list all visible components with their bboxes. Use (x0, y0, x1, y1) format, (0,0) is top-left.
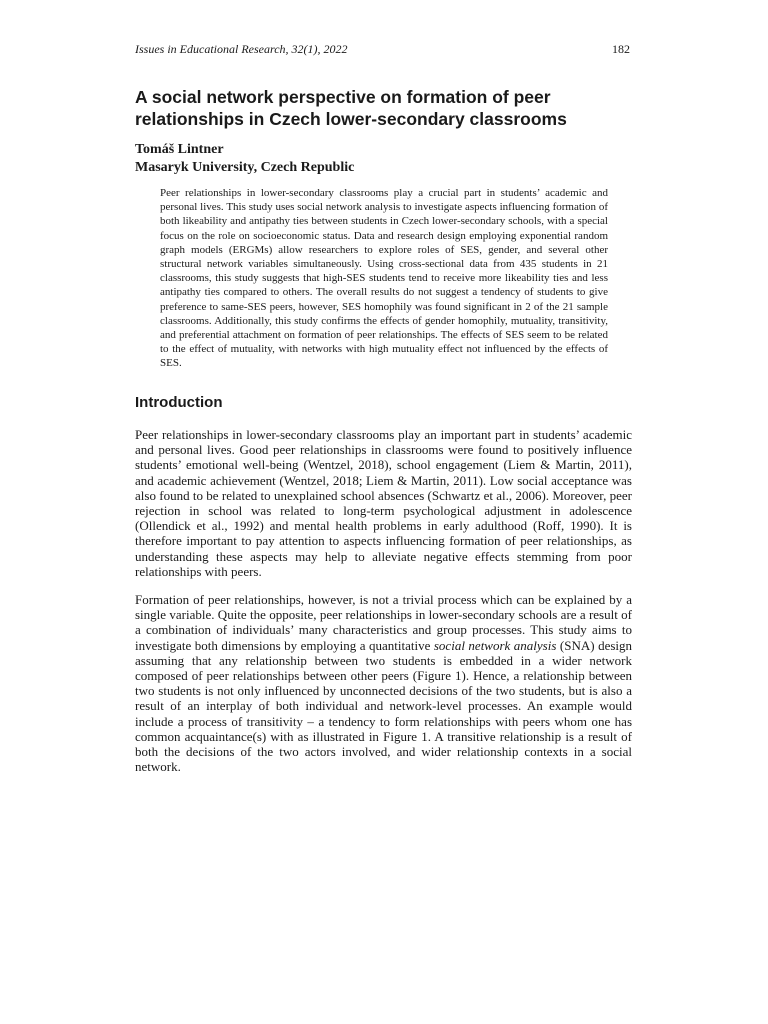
article-title: A social network perspective on formation of peer relationships in Czech lower-secondary classrooms (135, 87, 567, 129)
author-name: Tomáš Lintner (135, 142, 224, 157)
emphasized-term: social network analysis (433, 637, 557, 653)
abstract: Peer relationships in lower-secondary classrooms play a crucial part in students’ academic and personal lives. This study uses social network analysis to investigate aspects influencing formation of both likeability and antipathy ties between students in Czech lower-secondary schools, with a special focus on the role on socioeconomic status. Data and research design employing exponential random graph models (ERGMs) allow researchers to explore roles of SES, gender, and several other structural network variables simultaneously. Using cross-sectional data from 435 students in 21 classrooms, this study suggests that high-SES students tend to receive more likeability ties and less antipathy ties compared to others. The overall results do not suggest a tendency of students to give preference to same-SES peers, however, SES homophily was found significant in 2 of the 21 sample classrooms. Additionally, this study confirms the effects of gender homophily, mutuality, transitivity, and preferential attachment on formation of peer relationships. The effects of SES seem to be related to the effect of mutuality, with networks with high mutuality effect not influenced by the effects of SES. (160, 187, 608, 370)
intro-paragraph-2-part-1: Formation of peer relationships, however, is not a trivial process which can be explained by a single variable. Quite the opposite, peer relationships in lower-secondary schools are a result of a combination of individuals’ many characteristics and group processes. This study aims to investigate both dimensions by employing a quantitative (135, 592, 632, 653)
author-block (135, 141, 635, 177)
section-heading-introduction: Introduction (135, 394, 223, 411)
intro-paragraph-1: Peer relationships in lower-secondary classrooms play an important part in students’ academic and personal lives. Good peer relationships in classrooms were found to positively influence students’ emotional well-being (Wentzel, 2018), school engagement (Liem & Martin, 2011), and academic achievement (Wentzel, 2018; Liem & Martin, 2011). Low social acceptance was also found to be related to unexplained school absences (Schwartz et al., 2006). Moreover, peer rejection in school was related to long-term psychological adjustment in adolescence (Ollendick et al., 1992) and mental health problems in early adulthood (Roff, 1990). It is therefore important to pay attention to aspects influencing formation of peer relationships, as understanding these aspects may help to alleviate negative effects stemming from poor relationships with peers. (135, 427, 632, 579)
running-header (135, 42, 630, 57)
journal-citation: Issues in Educational Research, 32(1), 2022 (135, 42, 348, 56)
author-affiliation: Masaryk University, Czech Republic (135, 160, 355, 175)
page-number: 182 (612, 42, 630, 56)
intro-paragraph-2 (135, 592, 632, 774)
intro-paragraph-2-part-2: (SNA) design assuming that any relationship between two students is embedded in a wider network composed of peer relationships between other peers (Figure 1). Hence, a relationship between two students is not only influenced by unconnected decisions of the two students, but is also a result of an interplay of both individual and network-level processes. An example would include a process of transitivity – a tendency to form relationships with peers whom one has common acquaintance(s) with as illustrated in Figure 1. A transitive relationship is a result of both the decisions of the two actors involved, and wider relationship contexts in a social network. (135, 637, 633, 775)
